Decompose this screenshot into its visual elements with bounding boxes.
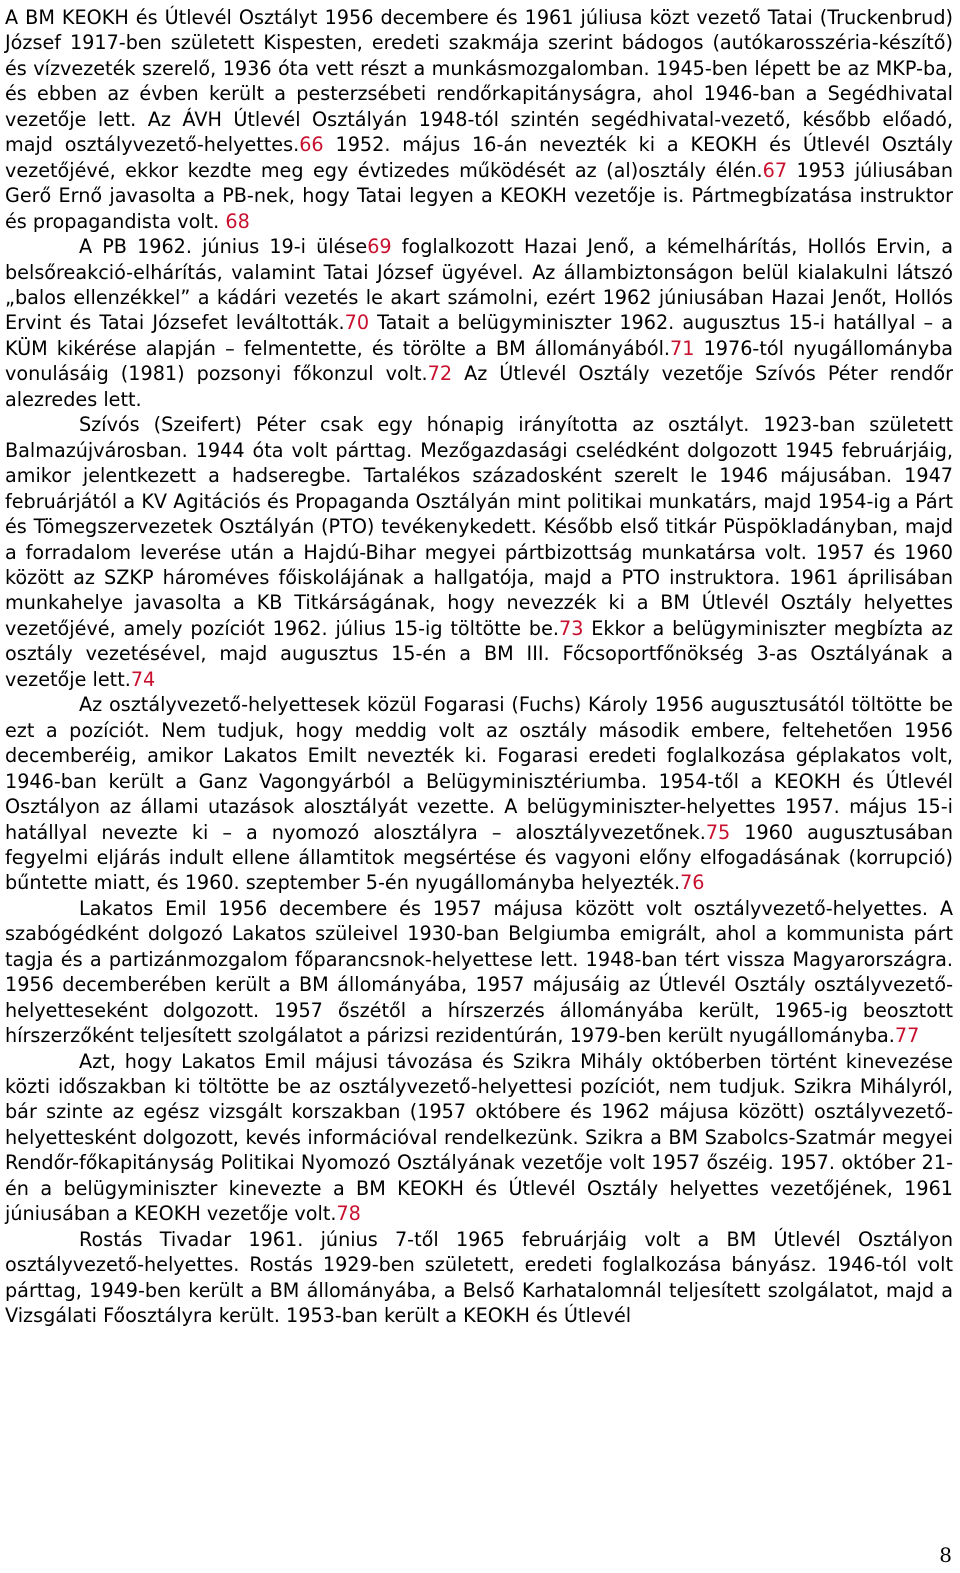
- paragraph: [5, 1049, 953, 1227]
- footnote-ref: 66: [299, 133, 324, 157]
- footnote-ref: 73: [559, 616, 584, 640]
- paragraph: [5, 896, 953, 1049]
- paragraph-text: 1953 júliusában Gerő Ernő javasolta a PB-nek, hogy Tatai legyen a KEOKH vezetője is. Pártmegbízatása instruktor és propagandista volt.: [5, 158, 953, 233]
- footnote-ref: 78: [336, 1202, 361, 1226]
- footnote-ref: 77: [894, 1024, 920, 1048]
- paragraph: [5, 692, 953, 896]
- paragraph-text: Rostás Tivadar 1961. június 7-től 1965 februárjáig volt a BM Útlevél Osztályon osztályvezető-helyettes. Rostás 1929-ben született, eredeti foglalkozása bányász. 1946-tól volt párttag, 1949-ben került a BM állományába, a Belső Karhatalomnál teljesített szolgálatot, majd a Vizsgálati Főosztályra került. 1953-ban került a KEOKH és Útlevél: [5, 1227, 953, 1328]
- footnote-ref: 74: [130, 667, 156, 691]
- footnote-ref: 75: [705, 820, 731, 844]
- paragraph-text: Ekkor a belügyminiszter megbízta az osztály vezetésével, majd augusztus 15-én a BM III. Főcsoportfőnökség 3-as Osztályának a vezetője lett.: [5, 616, 953, 691]
- paragraph: [5, 5, 953, 234]
- paragraph-text: Tatait a belügyminiszter 1962. augusztus 15-i hatállyal – a KÜM kikérése alapján – felmentette, és törölte a BM állományából.: [5, 311, 953, 360]
- paragraph-text: Az osztályvezető-helyettesek közül Fogarasi (Fuchs) Károly 1956 augusztusától töltötte be ezt a pozíciót. Nem tudjuk, hogy meddig volt az osztály második embere, feltehetően 1956 decemberéig, amikor Lakatos Emilt nevezték ki. Fogarasi eredeti foglalkozása géplakatos volt, 1946-ban került a Ganz Vagongyárból a Belügyminisztériumba. 1954-től a KEOKH és Útlevél Osztályon az állami utazások alosztályát vezette. A belügyminiszter-helyettes 1957. május 15-i hatállyal nevezte ki – a nyomozó alosztályra – alosztályvezetőnek.: [5, 693, 953, 844]
- paragraph: [5, 1227, 953, 1329]
- paragraph-text: Lakatos Emil 1956 decembere és 1957 májusa között volt osztályvezető-helyettes. A szabógédként dolgozó Lakatos szüleivel 1930-ban Belgiumba emigrált, ahol a kommunista párt tagja és a partizánmozgalom főparancsnok-helyettese lett. 1948-ban tért vissza Magyarországra. 1956 decemberében került a BM állományába, 1957 májusáig az Útlevél Osztály osztályvezető-helyetteseként dolgozott. 1957 őszétől a hírszerzés állományába került, 1965-ig beosztott hírszerzőként teljesített szolgálatot a párizsi rezidentúrán, 1979-ben került nyugállományba.: [5, 896, 953, 1048]
- footnote-ref: 70: [344, 311, 370, 335]
- document-body: [5, 5, 953, 1329]
- paragraph-text: A BM KEOKH és Útlevél Osztályt 1956 decembere és 1961 júliusa közt vezető Tatai (Truckenbrud) József 1917-ben született Kispesten, eredeti szakmája szerint bádogos (autókarosszéria-készítő) és vízvezeték szerelő, 1936 óta vett részt a munkásmozgalomban. 1945-ben lépett be az MKP-ba, és ebben az évben került a pesterzsébeti rendőrkapitányságra, ahol 1946-ban a Segédhivatal vezetője lett. Az ÁVH Útlevél Osztályán 1948-tól szintén segédhivatal-vezető, később előadó, majd osztályvezető-helyettes.: [5, 6, 953, 157]
- paragraph-text: Az Útlevél Osztály vezetője Szívós Péter rendőr alezredes lett.: [5, 362, 953, 411]
- paragraph-text: foglalkozott Hazai Jenő, a kémelhárítás, Hollós Ervin, a belsőreakció-elhárítás, valamint Tatai József ügyével. Az állambiztonságon belül kialakulni látszó „balos ellenzékkel” a kádári vezetés le akart számolni, ezért 1962 júniusában Hazai Jenőt, Hollós Ervint és Tatai Józsefet leváltották.: [5, 235, 953, 335]
- paragraph-text: A PB 1962. június 19-i ülése: [79, 235, 368, 259]
- footnote-ref: 68: [225, 209, 250, 233]
- footnote-ref: 72: [427, 362, 453, 386]
- paragraph: [5, 234, 953, 412]
- footnote-ref: 67: [762, 158, 788, 182]
- footnote-ref: 69: [367, 235, 392, 259]
- paragraph-text: Szívós (Szeifert) Péter csak egy hónapig irányította az osztályt. 1923-ban született Balmazújvárosban. 1944 óta volt párttag. Mezőgazdasági cselédként dolgozott 1945 februárjáig, amikor jelentkezett a hadseregbe. Tartalékos századosként szerelt le 1946 májusában. 1947 februárjától a KV Agitációs és Propaganda Osztályán mint politikai munkatárs, majd 1954-ig a Párt és Tömegszervezetek Osztályán (PTO) tevékenykedett. Később első titkár Püspökladányban, majd a forradalom leverése után a Hajdú-Bihar megyei pártbizottság munkatársa volt. 1957 és 1960 között az SZKP hároméves főiskolájának a hallgatója, majd a PTO instruktora. 1961 áprilisában munkahelye javasolta a KB Titkárságának, hogy nevezzék ki a BM Útlevél Osztály helyettes vezetőjévé, amely pozíciót 1962. július 15-ig töltötte be.: [5, 413, 953, 640]
- footnote-ref: 71: [670, 336, 695, 360]
- paragraph-text: Azt, hogy Lakatos Emil májusi távozása és Szikra Mihály októberben történt kinevezése közti időszakban ki töltötte be az osztályvezető-helyettesi pozíciót, nem tudjuk. Szikra Mihályról, bár szinte az egész vizsgált korszakban (1957 októbere és 1962 májusa között) osztályvezető-helyettesként dolgozott, kevés információval rendelkezünk. Szikra a BM Szabolcs-Szatmár megyei Rendőr-főkapitányság Politikai Nyomozó Osztályának vezetője volt 1957 őszéig. 1957. október 21-én a belügyminiszter kinevezte a BM KEOKH és Útlevél Osztály helyettes vezetőjének, 1961 júniusában a KEOKH vezetője volt.: [5, 1049, 953, 1226]
- paragraph-text: 1976-tól nyugállományba vonulásáig (1981) pozsonyi főkonzul volt.: [5, 336, 954, 386]
- paragraph: [5, 412, 953, 692]
- page-number: 8: [939, 1543, 952, 1567]
- footnote-ref: 76: [680, 871, 705, 895]
- paragraph-text: 1952. május 16-án nevezték ki a KEOKH és Útlevél Osztály vezetőjévé, ekkor kezdte meg egy évtizedes működését az (al)osztály élén.: [5, 133, 954, 182]
- paragraph-text: 1960 augusztusában fegyelmi eljárás indult ellene államtitok megsértése és vagyoni előny elfogadásának (korrupció) bűntette miatt, és 1960. szeptember 5-én nyugállományba helyezték.: [5, 820, 953, 895]
